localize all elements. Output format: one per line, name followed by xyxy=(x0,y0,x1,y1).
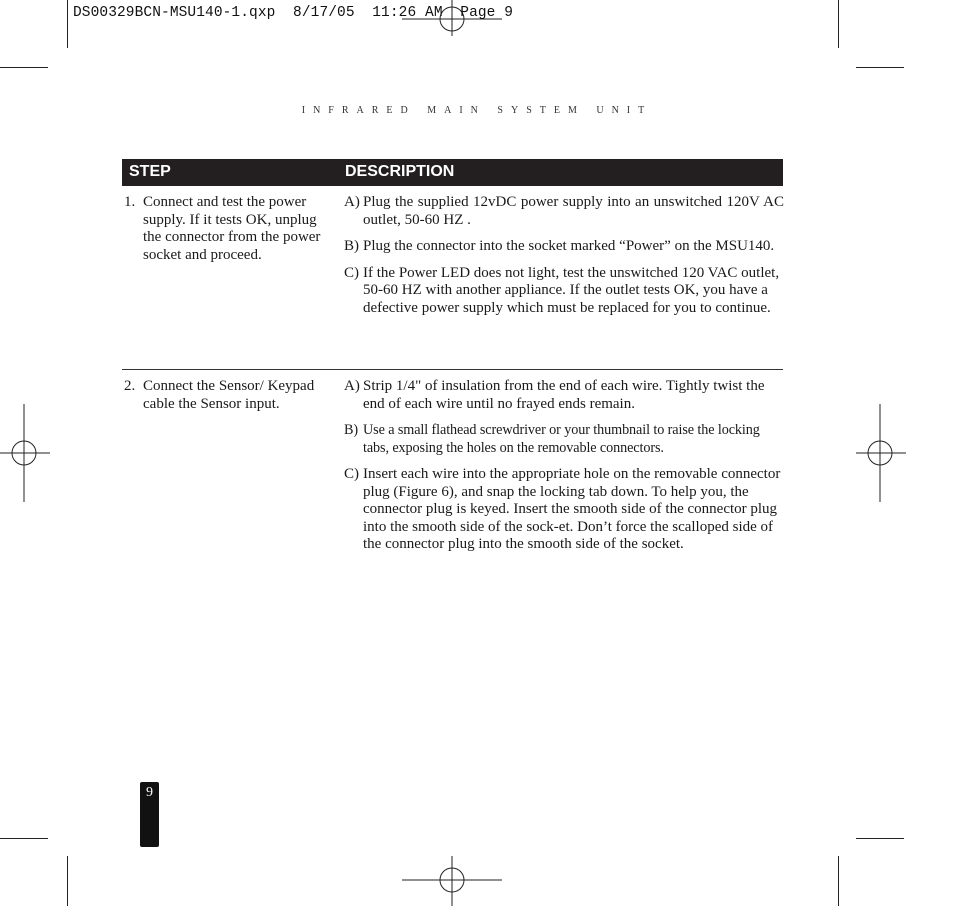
step-number: 1. xyxy=(124,194,136,210)
crop-mark xyxy=(67,0,68,48)
item-text: Use a small flathead screwdriver or your thumbnail to raise the locking tabs, exposing the holes on the removable connectors. xyxy=(363,422,760,456)
description-2 xyxy=(344,378,784,563)
crop-mark xyxy=(0,838,48,839)
item-text: Insert each wire into the appropriate hole on the removable connector plug (Figure 6), and snap the locking tab down. To help you, the connector plug is keyed. Insert the smooth side of the connector plug into the smooth side of the sock-et. Don’t force the scalloped side of the connector plug into the smooth side of the socket. xyxy=(363,466,781,552)
crop-mark xyxy=(0,67,48,68)
description-item xyxy=(344,265,784,318)
step-1 xyxy=(124,194,324,264)
step-number: 2. xyxy=(124,378,136,394)
description-1 xyxy=(344,194,784,326)
step-text: Connect and test the power supply. If it tests OK, unplug the connector from the power socket and proceed. xyxy=(143,194,321,263)
description-item xyxy=(344,194,784,229)
item-text: Strip 1/4" of insulation from the end of each wire. Tightly twist the end of each wire until no frayed ends remain. xyxy=(363,378,765,412)
description-item xyxy=(344,378,784,413)
registration-target-left xyxy=(0,404,50,502)
crop-mark xyxy=(856,67,904,68)
description-item xyxy=(344,422,784,457)
registration-target-bottom xyxy=(402,856,502,906)
step-2 xyxy=(124,378,324,413)
item-label: B) xyxy=(344,422,358,438)
registration-target-right xyxy=(856,404,906,502)
step-text: Connect the Sensor/ Keypad cable the Sensor input. xyxy=(143,378,315,412)
crop-mark xyxy=(67,856,68,906)
item-text: Plug the supplied 12vDC power supply into an unswitched 120V AC outlet, 50-60 HZ . xyxy=(363,194,784,228)
item-label: B) xyxy=(344,238,359,254)
crop-mark xyxy=(838,0,839,48)
row-divider xyxy=(122,369,783,370)
page-number: 9 xyxy=(146,785,153,800)
crop-mark xyxy=(856,838,904,839)
column-header-step: STEP xyxy=(129,163,171,180)
item-label: A) xyxy=(344,378,360,394)
running-header: infrared main system unit xyxy=(301,102,653,117)
crop-mark xyxy=(838,856,839,906)
print-slug: DS00329BCN-MSU140-1.qxp 8/17/05 11:26 AM Page 9 xyxy=(73,5,514,21)
item-text: If the Power LED does not light, test the unswitched 120 VAC outlet, 50-60 HZ with another appliance. If the outlet tests OK, you have a defective power supply which must be replaced for you to continue. xyxy=(363,264,780,316)
column-header-description: DESCRIPTION xyxy=(345,163,455,180)
item-text: Plug the connector into the socket marked “Power” on the MSU140. xyxy=(363,238,775,254)
description-item xyxy=(344,466,784,554)
item-label: A) xyxy=(344,194,360,210)
table-header xyxy=(122,159,783,186)
description-item xyxy=(344,238,784,256)
item-label: C) xyxy=(344,466,359,482)
item-label: C) xyxy=(344,264,359,281)
